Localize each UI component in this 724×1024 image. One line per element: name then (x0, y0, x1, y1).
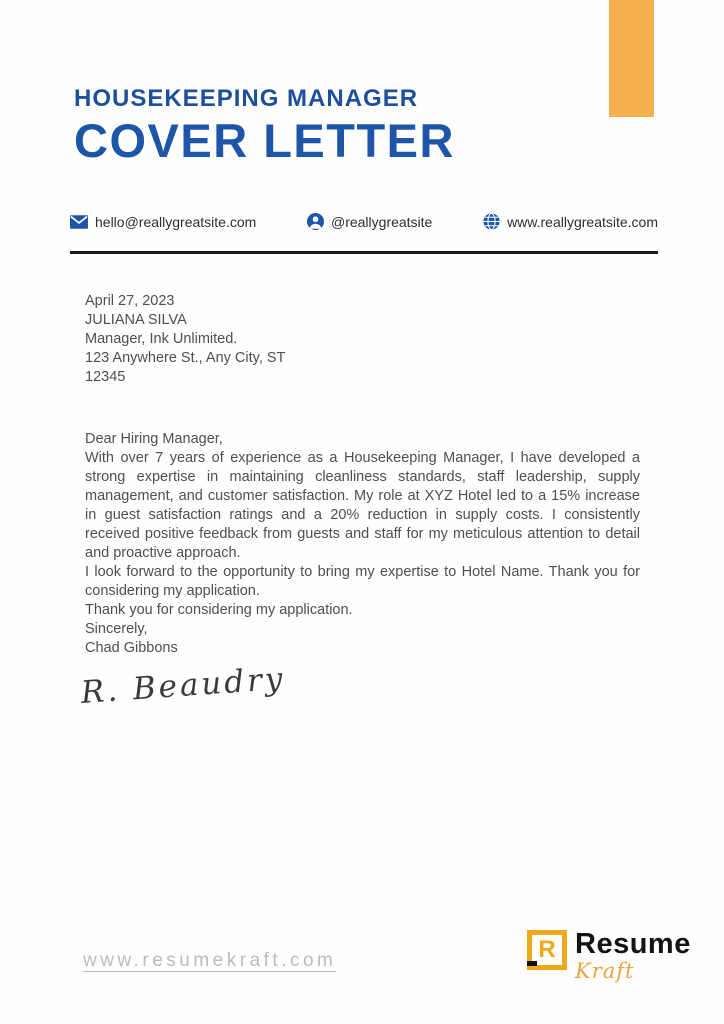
header-divider (70, 251, 658, 254)
email-icon (70, 215, 88, 229)
contact-social-label: @reallygreatsite (330, 213, 433, 230)
logo-letter: R (538, 936, 556, 963)
recipient-name: JULIANA SILVA (85, 312, 187, 328)
recipient-address-line2: 12345 (85, 369, 126, 385)
signature: R. Beaudry (79, 660, 287, 711)
recipient-title: Manager, Ink Unlimited. (85, 331, 238, 347)
accent-bar (609, 0, 654, 117)
job-title-subtitle: HOUSEKEEPING MANAGER (74, 85, 419, 112)
logo-notch (527, 961, 537, 966)
globe-icon (483, 213, 500, 230)
resumekraft-logo (527, 930, 691, 982)
contact-website-label: www.reallygreatsite.com (507, 213, 658, 230)
closing-word: Sincerely, (85, 621, 148, 637)
user-icon (307, 213, 324, 230)
salutation: Dear Hiring Manager, (85, 431, 223, 447)
letter-date: April 27, 2023 (85, 293, 175, 309)
logo-text-resume: Resume (575, 928, 691, 960)
closing-block (85, 620, 640, 658)
body-paragraph-3: Thank you for considering my application. (85, 602, 353, 618)
recipient-address-line1: 123 Anywhere St., Any City, ST (85, 350, 286, 366)
page-title: COVER LETTER (74, 114, 455, 168)
contact-website[interactable] (483, 213, 658, 230)
body-paragraph-1: With over 7 years of experience as a Housekeeping Manager, I have developed a strong expertise in maintaining cleanliness standards, staff leadership, supply management, and customer satisfaction. My role at XYZ Hotel led to a 15% increase in guest satisfaction ratings and a 20% reduction in supply costs. I consistently received positive feedback from guests and staff for my meticulous attention to detail and proactive approach. (85, 450, 640, 561)
recipient-address (85, 330, 640, 387)
header (74, 86, 455, 166)
resumekraft-logo-icon (527, 930, 567, 970)
contact-row (70, 213, 658, 230)
contact-email[interactable] (70, 214, 256, 230)
logo-text-kraft: Kraft (575, 959, 635, 983)
contact-email-label: hello@reallygreatsite.com (95, 213, 257, 230)
footer-website-link[interactable]: www.resumekraft.com (83, 950, 337, 971)
contact-social[interactable] (307, 213, 432, 230)
logo-text (575, 930, 691, 982)
body-paragraph-2: I look forward to the opportunity to bring my expertise to Hotel Name. Thank you for considering my application. (85, 564, 640, 599)
sender-name: Chad Gibbons (85, 640, 178, 656)
letter-body (79, 292, 640, 711)
